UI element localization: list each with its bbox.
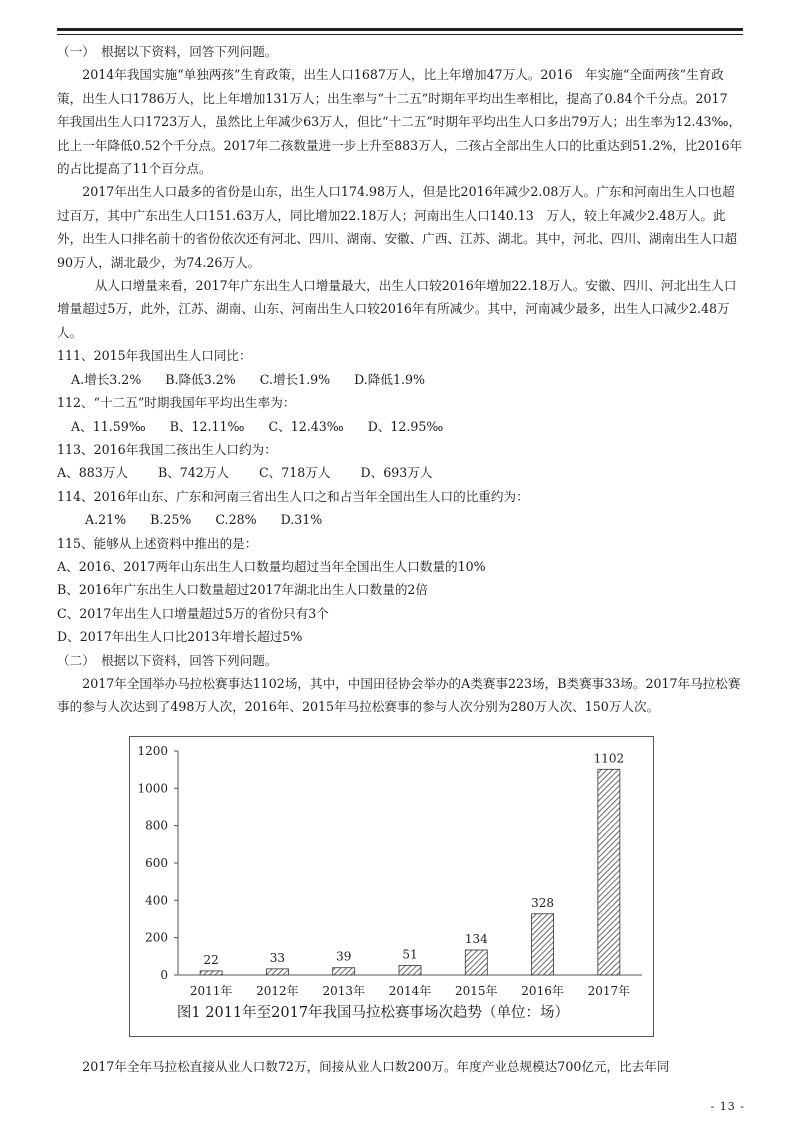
question-111-options: [57, 368, 747, 391]
question-111-option-d: D.降低1.9%: [354, 371, 425, 387]
x-tick-label-2: 2013年: [322, 984, 365, 998]
question-111-stem: 111、2015年我国出生人口同比：: [57, 348, 252, 364]
bar-value-label-1: 33: [269, 950, 286, 965]
bar-value-label-4: 134: [464, 931, 488, 946]
section1-paragraph-2: 2017年出生人口最多的省份是山东，出生人口174.98万人，但是比2016年减少2.08万人。广东和河南出生人口也超过百万，其中广东出生人口151.63万人，同比增加22.18万人；河南出生人口140.13 万人，较上年减少2.48万人。此外，出生人口排名前十的省份依次还有河北、四川、湖南、安徽、广西、江苏、湖北。其中，河北、四川、湖南出生人口超90万人，湖北最少，为74.26万人。: [57, 184, 738, 270]
bar-value-label-5: 328: [531, 895, 555, 910]
section2-heading: （二） 根据以下资料，回答下列问题。: [57, 652, 278, 668]
chart-bars: [200, 769, 620, 975]
x-tick-label-3: 2014年: [388, 984, 432, 998]
question-112-stem: 112、“十二五”时期我国年平均出生率为：: [57, 395, 296, 411]
chart-y-ticks: [137, 744, 178, 982]
question-115-stem: 115、能够从上述资料中推出的是：: [57, 535, 258, 551]
question-111-option-c: C.增长1.9%: [259, 371, 331, 387]
footer-text: 2017年全年马拉松直接从业人口数72万，间接从业人口数200万。年度产业总规模达700亿元，比去年同: [82, 1059, 670, 1074]
y-tick-label-5: 1000: [137, 781, 168, 796]
section1-paragraph-1: 2014年我国实施“单独两孩”生育政策，出生人口1687万人，比上年增加47万人。2016 年实施“全面两孩”生育政策，出生人口1786万人，比上年增加131万人；出生率与“十二五”时期年平均出生率相比，提高了0.84个千分点。2017 年我国出生人口1723万人，虽然比上年减少63万人，但比“十二五”时期年平均出生人口多出79万人；出生率为12.43‰，比上一年降低0.52个千分点。2017年二孩数量进一步上升至883万人，二孩占全部出生人口的比重达到51.2%，比2016年的占比提高了11个百分点。: [57, 67, 743, 177]
bar-2014年: [399, 965, 421, 975]
question-115-option-a: A、2016、2017两年山东出生人口数量均超过当年全国出生人口数量的10%: [57, 558, 486, 574]
bar-2016年: [532, 914, 554, 975]
section1-heading: （一） 根据以下资料，回答下列问题。: [57, 44, 278, 59]
question-114-options: [57, 508, 747, 531]
question-113-options: [57, 461, 747, 484]
bar-value-label-0: 22: [203, 952, 219, 967]
x-tick-label-4: 2015年: [455, 984, 498, 998]
bar-2017年: [598, 769, 620, 975]
question-114-option-b: B.25%: [150, 512, 192, 528]
section2-footer-paragraph: [57, 1055, 747, 1078]
question-111-option-a: A.增长3.2%: [71, 371, 142, 387]
question-112-option-d: D、12.95‰: [367, 418, 444, 434]
question-113-option-c: C、718万人: [259, 465, 331, 481]
question-113-stem: 113、2016年我国二孩出生人口约为：: [57, 441, 277, 457]
question-114-option-a: A.21%: [85, 512, 127, 528]
y-tick-label-6: 1200: [137, 744, 168, 758]
x-tick-label-1: 2012年: [256, 984, 299, 998]
bar-value-label-2: 39: [336, 949, 352, 964]
section1-paragraph-3: 从人口增量来看，2017年广东出生人口增量最大，出生人口较2016年增加22.18万人。安徽、四川、河北出生人口增量超过5万，此外，江苏、湖南、山东、河南出生人口较2016年有所减少。其中，河南减少最多，出生人口减少2.48万人。: [57, 278, 737, 340]
y-tick-label-4: 800: [145, 818, 168, 833]
question-111-option-b: B.降低3.2%: [165, 371, 236, 387]
section2-paragraph: 2017年全国举办马拉松赛事达1102场，其中，中国田径协会举办的A类赛事223场，B类赛事33场。2017年马拉松赛事的参与人次达到了498万人次，2016年、2015年马拉松赛事的参与人次分别为280万人次、150万人次。: [57, 675, 741, 715]
bar-2013年: [333, 968, 355, 975]
question-112-options: [57, 415, 747, 438]
bar-value-label-3: 51: [402, 947, 418, 962]
question-115-option-c: C、2017年出生人口增量超过5万的省份只有3个: [57, 605, 329, 621]
x-tick-label-5: 2016年: [521, 984, 564, 998]
question-115-option-b: B、2016年广东出生人口数量超过2017年湖北出生人口数量的2倍: [57, 582, 429, 598]
bar-2015年: [465, 950, 487, 975]
question-114-option-c: C.28%: [215, 512, 257, 528]
bar-2012年: [266, 969, 288, 975]
y-tick-label-3: 600: [145, 856, 168, 870]
page-number: - 13 -: [710, 1100, 745, 1113]
chart-bar-labels: [204, 751, 625, 967]
chart-x-labels: [190, 983, 630, 998]
question-112-option-a: A、11.59‰: [71, 418, 146, 434]
y-tick-label-2: 400: [145, 893, 168, 908]
question-113-option-d: D、693万人: [360, 465, 433, 481]
question-114-option-d: D.31%: [280, 512, 323, 528]
bar-2011年: [200, 971, 222, 975]
header-rule-thin: [57, 34, 743, 35]
question-112-option-c: C、12.43‰: [268, 418, 344, 434]
x-tick-label-0: 2011年: [189, 984, 233, 998]
question-112-option-b: B、12.11‰: [169, 418, 245, 434]
question-114-stem: 114、2016年山东、广东和河南三省出生人口之和占当年全国出生人口的比重约为：: [57, 488, 529, 504]
y-tick-label-1: 200: [145, 930, 168, 945]
chart-title: 图1 2011年至2017年我国马拉松赛事场次趋势（单位：场）: [176, 1005, 570, 1021]
question-115-option-d: D、2017年出生人口比2013年增长超过5%: [57, 629, 303, 645]
bar-value-label-6: 1102: [593, 751, 625, 766]
question-113-option-b: B、742万人: [157, 465, 230, 481]
question-113-option-a: A、883万人: [57, 465, 128, 481]
page-content: [57, 40, 747, 719]
x-tick-label-6: 2017年: [587, 984, 631, 998]
marathon-chart: [129, 736, 654, 1037]
chart-svg: [130, 737, 653, 1036]
header-rule-thick: [57, 28, 743, 31]
y-tick-label-0: 0: [160, 968, 168, 982]
